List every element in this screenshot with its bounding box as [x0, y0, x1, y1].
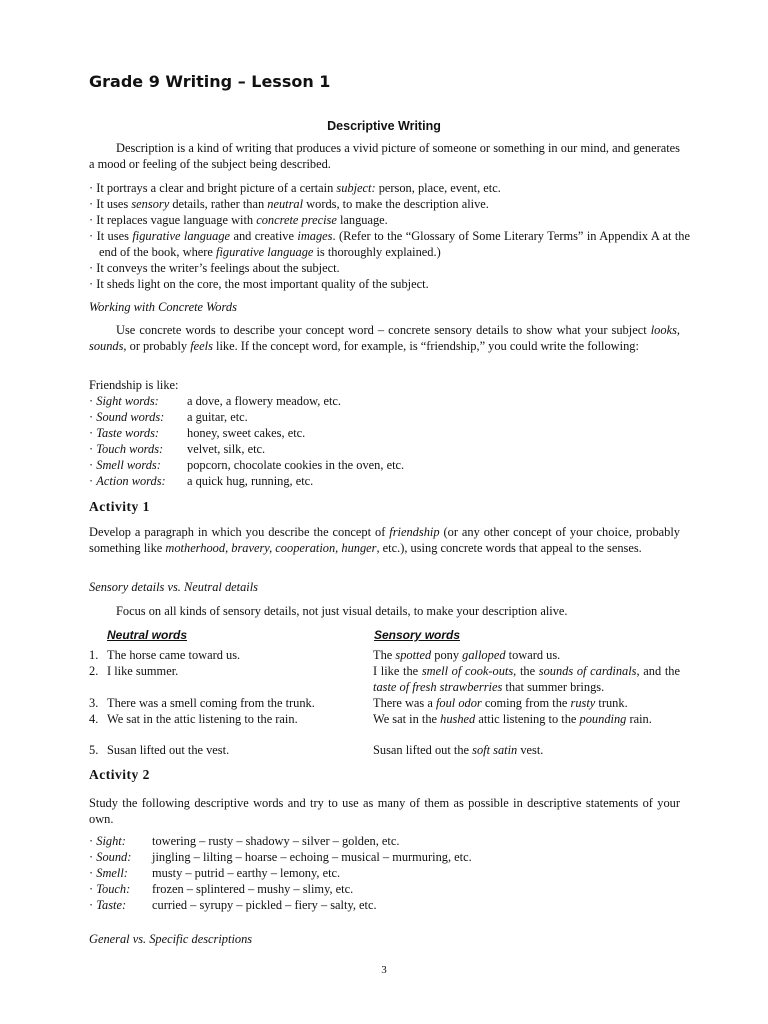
descriptive-word-item: · Smell: [89, 866, 128, 880]
sense-word-value: a guitar, etc. [187, 410, 248, 424]
bullet-mark: · [89, 898, 94, 912]
descriptive-word-value: curried – syrupy – pickled – fiery – salty, etc. [152, 898, 377, 912]
sensory-intro: Focus on all kinds of sensory details, not just visual details, to make your description alive. [116, 604, 568, 618]
bullet-mark: · [89, 197, 94, 211]
bullet-mark: · [89, 834, 94, 848]
neutral-sentence: There was a smell coming from the trunk. [107, 696, 315, 710]
descriptive-word-value: musty – putrid – earthy – lemony, etc. [152, 866, 341, 880]
row-number: 5. [89, 743, 99, 757]
activity-2-text: Study the following descriptive words and try to use as many of them as possible in descriptive statements of your own. [89, 796, 680, 826]
sensory-sentence: We sat in the hushed attic listening to the pounding rain. [373, 712, 652, 726]
sensory-sentence: I like the smell of cook-outs, the sounds of cardinals, and the taste of fresh strawberries that summer brings. [373, 664, 680, 694]
neutral-sentence: The horse came toward us. [107, 648, 241, 662]
sensory-sentence: The spotted pony galloped toward us. [373, 648, 561, 662]
bullet-mark: · [89, 410, 94, 424]
sense-word-value: velvet, silk, etc. [187, 442, 266, 456]
row-number: 4. [89, 712, 99, 726]
bullet-item: · It uses figurative language and creative images. (Refer to the “Glossary of Some Literary Terms” in Appendix A at the end of the book, where figurative language is thoroughly explained.) [89, 229, 690, 259]
sense-word-value: honey, sweet cakes, etc. [187, 426, 306, 440]
row-number: 1. [89, 648, 99, 662]
column-header-neutral: Neutral words [107, 628, 188, 642]
sense-word-item: · Action words: [89, 474, 166, 488]
sensory-sentence: Susan lifted out the soft satin vest. [373, 743, 544, 757]
sense-word-item: · Taste words: [89, 426, 160, 440]
row-number: 3. [89, 696, 99, 710]
bullet-mark: · [89, 181, 94, 195]
sense-word-value: popcorn, chocolate cookies in the oven, etc. [187, 458, 405, 472]
neutral-sentence: We sat in the attic listening to the rain. [107, 712, 298, 726]
sense-word-item: · Sight words: [89, 394, 159, 408]
lesson-title: Grade 9 Writing – Lesson 1 [89, 72, 331, 91]
sensory-sentence: There was a foul odor coming from the rusty trunk. [373, 696, 628, 710]
concrete-paragraph: Use concrete words to describe your concept word – concrete sensory details to show what your subject looks, sounds, or probably feels like. If the concept word, for example, is “friendship,” you could write the following: [89, 323, 680, 353]
descriptive-word-item: · Touch: [89, 882, 131, 896]
intro-paragraph: Description is a kind of writing that produces a vivid picture of someone or something in our mind, and generates a mood or feeling of the subject being described. [89, 141, 680, 171]
bullet-mark: · [89, 213, 94, 227]
activity-1-text: Develop a paragraph in which you describe the concept of friendship (or any other concept of your choice, probably something like motherhood, bravery, cooperation, hunger, etc.), using concrete words that appeal to the senses. [89, 525, 680, 555]
neutral-sentence: Susan lifted out the vest. [107, 743, 230, 757]
bullet-item: · It uses sensory details, rather than neutral words, to make the description alive. [89, 197, 489, 211]
bullet-mark: · [89, 261, 94, 275]
subheading-sensory-neutral: Sensory details vs. Neutral details [89, 580, 258, 594]
bullet-mark: · [89, 458, 94, 472]
descriptive-word-value: jingling – lilting – hoarse – echoing – musical – murmuring, etc. [152, 850, 472, 864]
bullet-mark: · [89, 474, 94, 488]
subheading-concrete-words: Working with Concrete Words [89, 300, 237, 314]
page-number: 3 [381, 964, 387, 976]
descriptive-word-item: · Sight: [89, 834, 126, 848]
sense-word-value: a quick hug, running, etc. [187, 474, 314, 488]
section-title: Descriptive Writing [327, 119, 441, 133]
descriptive-word-value: frozen – splintered – mushy – slimy, etc. [152, 882, 354, 896]
bullet-item: · It conveys the writer’s feelings about the subject. [89, 261, 340, 275]
bullet-mark: · [89, 850, 94, 864]
subheading-general-specific: General vs. Specific descriptions [89, 932, 253, 946]
sense-word-item: · Smell words: [89, 458, 161, 472]
bullet-mark: · [89, 426, 94, 440]
bullet-mark: · [89, 882, 94, 896]
friendship-lead: Friendship is like: [89, 378, 179, 392]
neutral-sentence: I like summer. [107, 664, 179, 678]
bullet-mark: · [89, 866, 94, 880]
activity-2-title: Activity 2 [89, 767, 150, 782]
descriptive-word-value: towering – rusty – shadowy – silver – golden, etc. [152, 834, 400, 848]
sense-word-value: a dove, a flowery meadow, etc. [187, 394, 342, 408]
descriptive-word-item: · Taste: [89, 898, 127, 912]
bullet-item: · It portrays a clear and bright picture of a certain subject: person, place, event, etc. [89, 181, 501, 195]
column-header-sensory: Sensory words [374, 628, 461, 642]
bullet-mark: · [89, 394, 94, 408]
activity-1-title: Activity 1 [89, 499, 150, 514]
bullet-item: · It replaces vague language with concrete precise language. [89, 213, 388, 227]
sense-word-item: · Sound words: [89, 410, 165, 424]
bullet-mark: · [89, 442, 94, 456]
bullet-mark: · [89, 277, 94, 291]
descriptive-word-item: · Sound: [89, 850, 132, 864]
row-number: 2. [89, 664, 99, 678]
bullet-mark: · [89, 229, 94, 243]
sense-word-item: · Touch words: [89, 442, 164, 456]
bullet-item: · It sheds light on the core, the most important quality of the subject. [89, 277, 429, 291]
